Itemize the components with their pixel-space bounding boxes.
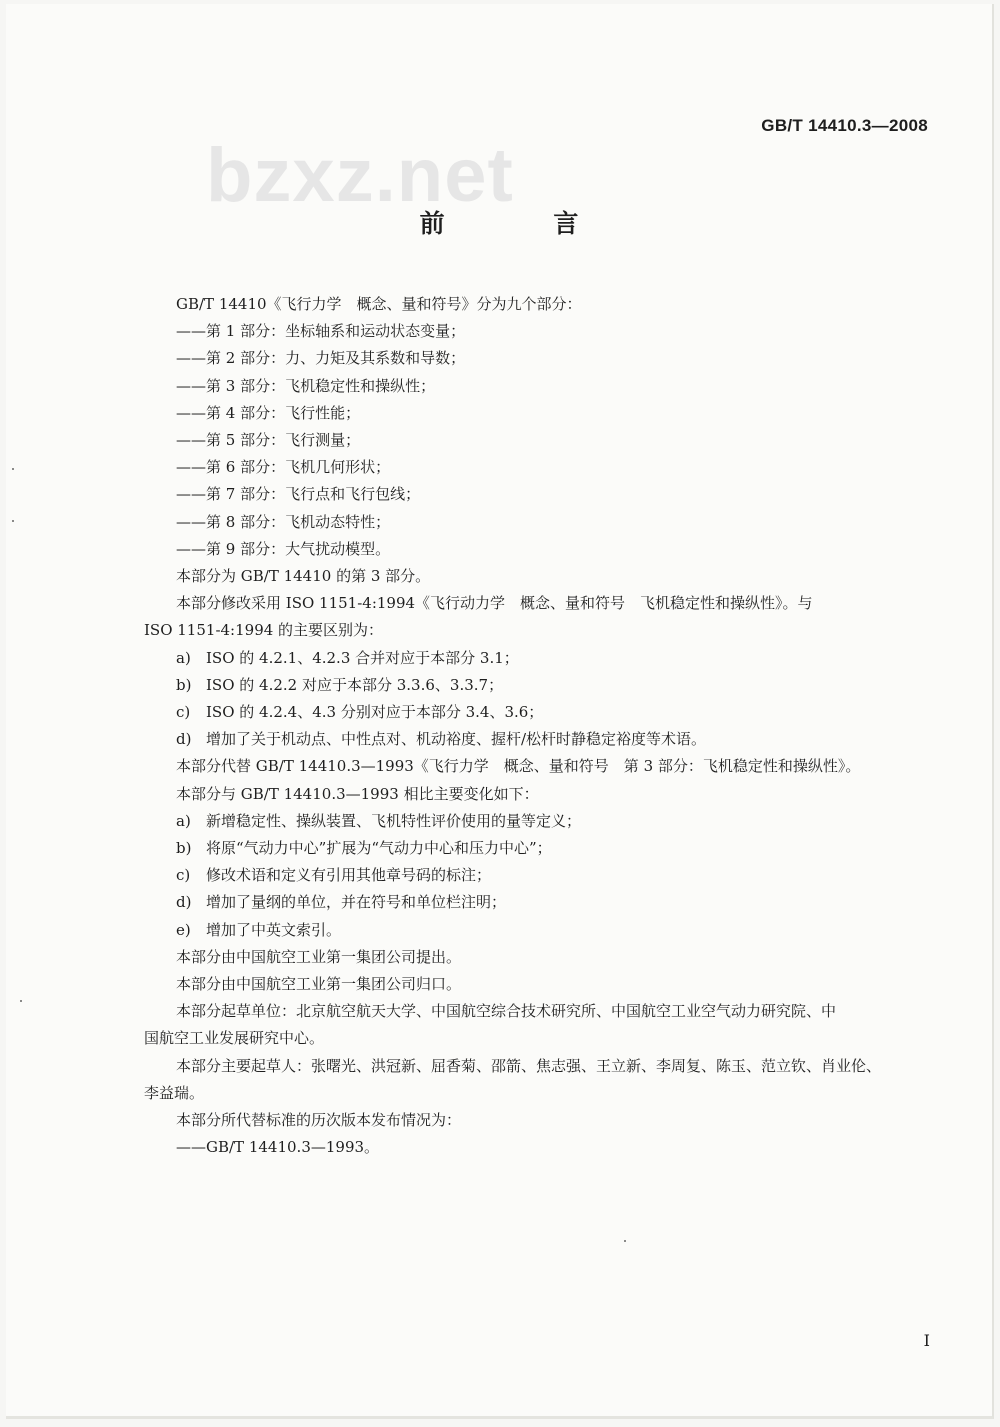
- list-marker: b): [176, 675, 192, 694]
- iso-diff-item: [138, 672, 942, 699]
- part-list-item: ——第 9 部分：大气扰动模型。: [176, 539, 391, 558]
- drafting-units-line2: 国航空工业发展研究中心。: [144, 1029, 325, 1048]
- list-text: 增加了量纲的单位，并在符号和单位栏注明；: [206, 893, 507, 912]
- history-item: ——GB/T 14410.3—1993。: [176, 1138, 380, 1157]
- list-text: 增加了中英文索引。: [206, 920, 342, 939]
- list-text: 新增稳定性、操纵装置、飞机特性评价使用的量等定义；: [206, 811, 582, 830]
- list-text: 增加了关于机动点、中性点对、机动裕度、握杆/松杆时静稳定裕度等术语。: [206, 730, 707, 749]
- page-number: I: [923, 1331, 930, 1350]
- list-marker: b): [176, 839, 192, 858]
- page-title: 前 言: [419, 209, 629, 238]
- list-text: 将原“气动力中心”扩展为“气动力中心和压力中心”；: [206, 839, 552, 858]
- list-text: ISO 的 4.2.4、4.3 分别对应于本部分 3.4、3.6；: [206, 703, 544, 722]
- list-marker: a): [176, 811, 191, 830]
- adopt-paragraph-line2: ISO 1151-4:1994 的主要区别为：: [144, 621, 384, 640]
- iso-diff-item: [138, 699, 942, 726]
- list-marker: d): [176, 893, 192, 912]
- changes-intro-paragraph: 本部分与 GB/T 14410.3—1993 相比主要变化如下：: [176, 784, 539, 803]
- change-item: [138, 862, 942, 889]
- proposed-by-paragraph: 本部分由中国航空工业第一集团公司提出。: [176, 947, 462, 966]
- part-list-item: ——第 5 部分：飞行测量；: [176, 431, 361, 450]
- scan-speck: [624, 1240, 626, 1242]
- intro-paragraph: GB/T 14410《飞行力学 概念、量和符号》分为九个部分：: [176, 295, 582, 313]
- drafters-line1: 本部分主要起草人：张曙光、洪冠新、屈香菊、邵箭、焦志强、王立新、李周复、陈玉、范立钦、肖业伦、: [176, 1056, 882, 1075]
- scan-speck: [12, 520, 14, 522]
- document-page: [6, 4, 994, 1419]
- drafters-line2: 李益瑞。: [144, 1083, 205, 1102]
- this-part-paragraph: 本部分为 GB/T 14410 的第 3 部分。: [176, 567, 431, 586]
- list-marker: a): [176, 648, 191, 667]
- list-marker: c): [176, 703, 191, 722]
- scan-speck: [12, 468, 14, 470]
- part-list-item: ——第 6 部分：飞机几何形状；: [176, 458, 391, 477]
- change-item: [138, 835, 942, 862]
- watermark: bzxz.net: [206, 133, 514, 218]
- change-item: [138, 808, 942, 835]
- document-body: [138, 291, 942, 1162]
- iso-diff-item: [138, 726, 942, 753]
- part-list-item: ——第 8 部分：飞机动态特性；: [176, 512, 391, 531]
- part-list-item: ——第 4 部分：飞行性能；: [176, 403, 361, 422]
- adopt-paragraph-line1: 本部分修改采用 ISO 1151-4:1994《飞行动力学 概念、量和符号 飞机稳定性和操纵性》。与: [176, 594, 813, 613]
- list-marker: e): [176, 920, 191, 939]
- part-list-item: ——第 1 部分：坐标轴系和运动状态变量；: [176, 322, 466, 341]
- history-intro-paragraph: 本部分所代替标准的历次版本发布情况为：: [176, 1111, 462, 1130]
- iso-diff-item: [138, 645, 942, 672]
- part-list-item: ——第 2 部分：力、力矩及其系数和导数；: [176, 349, 466, 368]
- drafting-units-line1: 本部分起草单位：北京航空航天大学、中国航空综合技术研究所、中国航空工业空气动力研究院、中: [176, 1002, 837, 1021]
- replaces-paragraph: 本部分代替 GB/T 14410.3—1993《飞行力学 概念、量和符号 第 3 部分：飞机稳定性和操纵性》。: [176, 757, 861, 776]
- list-marker: d): [176, 730, 192, 749]
- list-marker: c): [176, 866, 191, 885]
- part-list-item: ——第 3 部分：飞机稳定性和操纵性；: [176, 376, 436, 395]
- standard-code: GB/T 14410.3—2008: [761, 116, 928, 135]
- scan-speck: [20, 1000, 22, 1002]
- list-text: 修改术语和定义有引用其他章号码的标注；: [206, 866, 492, 885]
- part-list-item: ——第 7 部分：飞行点和飞行包线；: [176, 485, 421, 504]
- change-item: [138, 889, 942, 916]
- list-text: ISO 的 4.2.1、4.2.3 合并对应于本部分 3.1；: [206, 648, 519, 667]
- list-text: ISO 的 4.2.2 对应于本部分 3.3.6、3.3.7；: [206, 675, 504, 694]
- change-item: [138, 917, 942, 944]
- managed-by-paragraph: 本部分由中国航空工业第一集团公司归口。: [176, 975, 462, 994]
